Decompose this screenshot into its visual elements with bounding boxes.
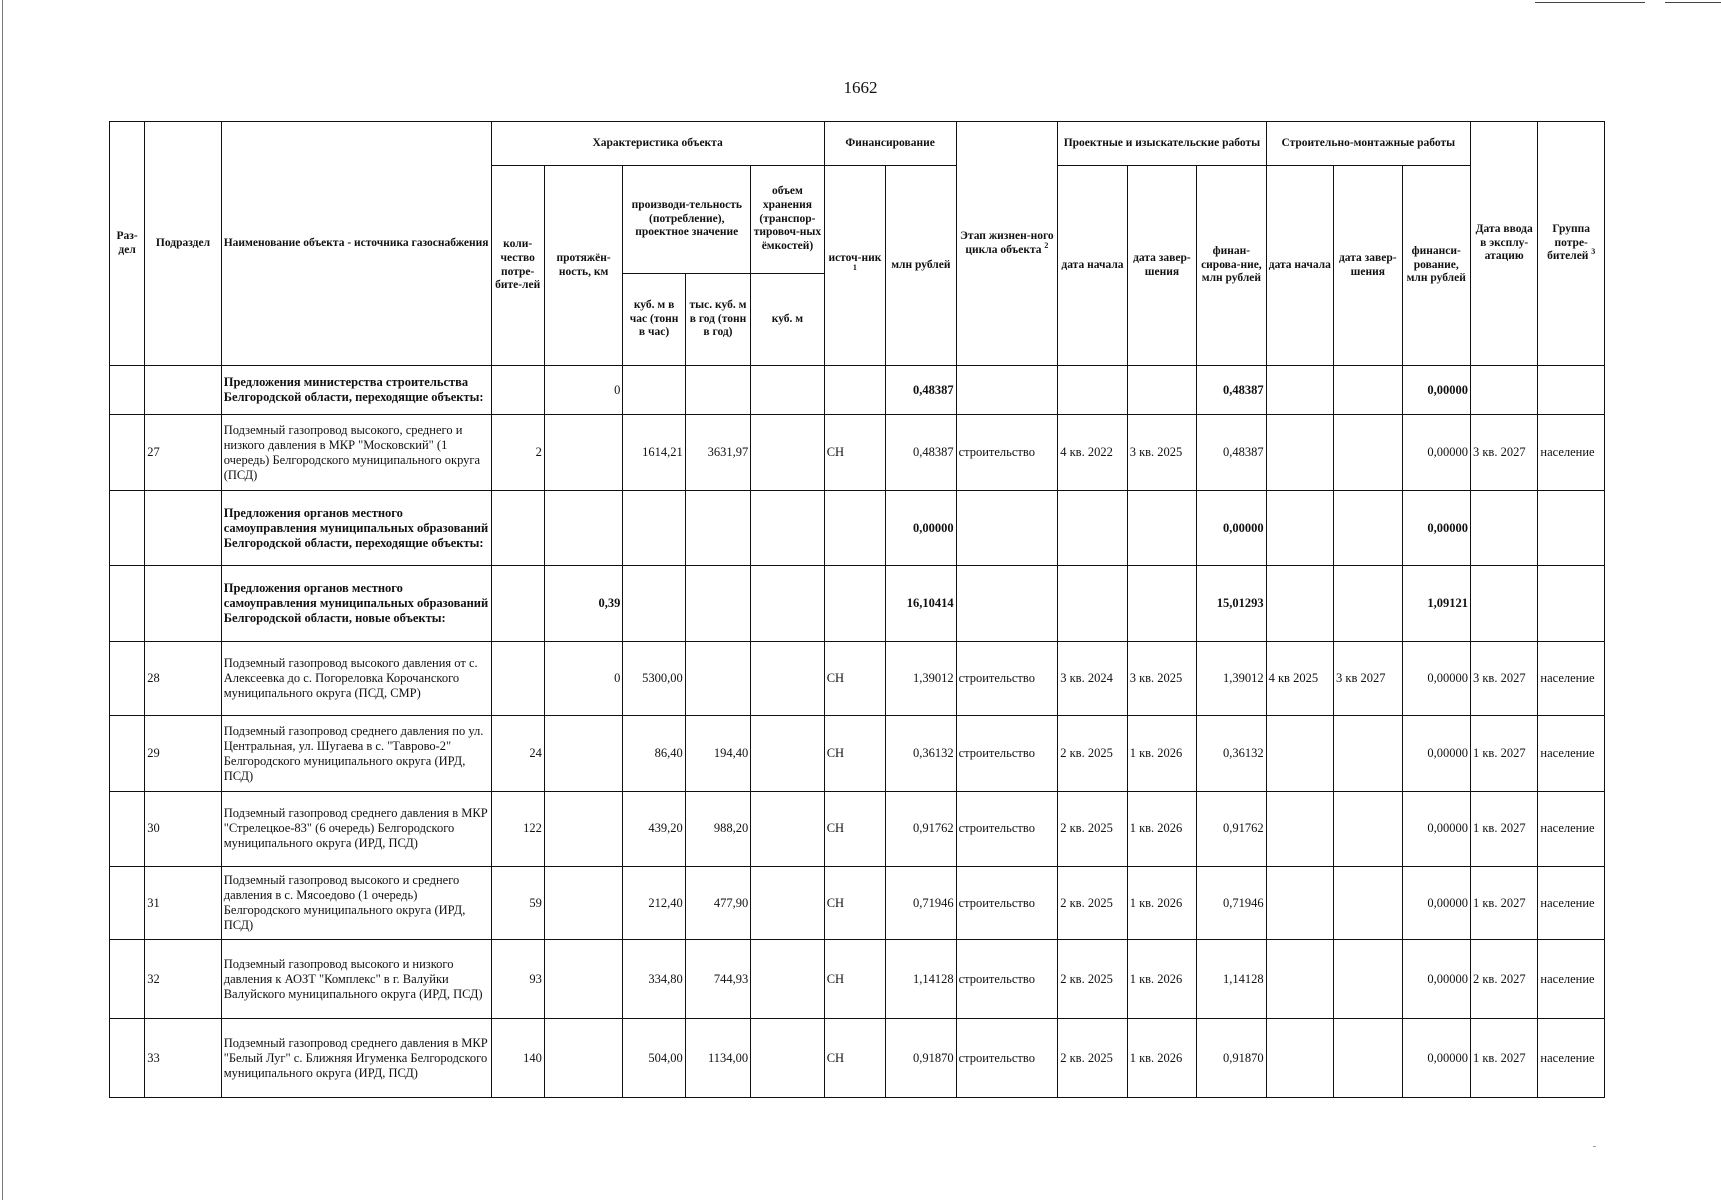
cell-group <box>1538 366 1605 415</box>
gas-supply-table <box>109 121 1605 1098</box>
cell-group: население <box>1538 716 1605 792</box>
cell-commission: 1 кв. 2027 <box>1470 866 1537 940</box>
scan-dot <box>1593 1146 1596 1147</box>
cell-cub-hour <box>623 366 685 415</box>
cell-source: СН <box>824 1019 885 1098</box>
cell-design-fin: 0,48387 <box>1197 366 1266 415</box>
table-row <box>110 415 1605 491</box>
cell-constr-fin: 0,00000 <box>1402 415 1470 491</box>
cell-design-start: 2 кв. 2025 <box>1058 866 1127 940</box>
cell-razdel <box>110 565 145 641</box>
cell-podrazdel: 30 <box>145 792 222 867</box>
table-row <box>110 366 1605 415</box>
header-design-financing: финан-сирова-ние, млн рублей <box>1197 166 1266 366</box>
cell-thous-year <box>685 366 750 415</box>
header-financing: Финансирование <box>824 122 956 166</box>
cell-stage: строительство <box>956 716 1058 792</box>
cell-length <box>544 792 623 867</box>
cell-stage: строительство <box>956 1019 1058 1098</box>
cell-constr-fin: 0,00000 <box>1402 366 1470 415</box>
cell-commission <box>1470 366 1537 415</box>
cell-mln: 0,48387 <box>886 366 956 415</box>
header-name: Наименование объекта - источника газоснабжения <box>221 122 491 366</box>
header-construction-works: Строительно-монтажные работы <box>1266 122 1470 166</box>
cell-design-end <box>1127 366 1196 415</box>
cell-storage <box>751 866 825 940</box>
cell-storage <box>751 366 825 415</box>
cell-cub-hour <box>623 565 685 641</box>
cell-thous-year <box>685 641 750 716</box>
cell-design-end: 1 кв. 2026 <box>1127 866 1196 940</box>
header-storage: объем хранения (транспор-тировоч-ных ёмкостей) <box>751 166 825 274</box>
cell-group <box>1538 491 1605 566</box>
cell-mln: 16,10414 <box>886 565 956 641</box>
cell-constr-end <box>1334 716 1402 792</box>
cell-commission: 1 кв. 2027 <box>1470 716 1537 792</box>
cell-length: 0,39 <box>544 565 623 641</box>
cell-storage <box>751 1019 825 1098</box>
cell-source <box>824 491 885 566</box>
cell-mln: 0,36132 <box>886 716 956 792</box>
cell-thous-year <box>685 491 750 566</box>
cell-constr-end <box>1334 415 1402 491</box>
cell-cub-hour <box>623 491 685 566</box>
cell-stage <box>956 366 1058 415</box>
cell-length: 0 <box>544 641 623 716</box>
cell-constr-fin: 0,00000 <box>1402 866 1470 940</box>
cell-commission: 1 кв. 2027 <box>1470 792 1537 867</box>
cell-design-start: 2 кв. 2025 <box>1058 792 1127 867</box>
cell-source <box>824 565 885 641</box>
cell-stage: строительство <box>956 792 1058 867</box>
cell-thous-year: 194,40 <box>685 716 750 792</box>
cell-group: население <box>1538 641 1605 716</box>
cell-design-end: 1 кв. 2026 <box>1127 716 1196 792</box>
cell-design-start: 2 кв. 2025 <box>1058 716 1127 792</box>
cell-constr-start <box>1266 565 1333 641</box>
cell-razdel <box>110 366 145 415</box>
cell-storage <box>751 940 825 1019</box>
cell-constr-start <box>1266 866 1333 940</box>
cell-constr-start <box>1266 1019 1333 1098</box>
cell-group: население <box>1538 792 1605 867</box>
cell-commission <box>1470 491 1537 566</box>
cell-design-fin: 0,36132 <box>1197 716 1266 792</box>
cell-storage <box>751 491 825 566</box>
cell-source: СН <box>824 716 885 792</box>
cell-design-fin: 0,91870 <box>1197 1019 1266 1098</box>
cell-storage <box>751 792 825 867</box>
cell-razdel <box>110 641 145 716</box>
cell-source <box>824 366 885 415</box>
cell-constr-start <box>1266 491 1333 566</box>
header-thous-per-year: тыс. куб. м в год (тонн в год) <box>685 274 750 366</box>
header-source: источ-ник $^1$ <box>824 166 885 366</box>
cell-thous-year: 1134,00 <box>685 1019 750 1098</box>
cell-name: Подземный газопровод среднего давления по ул. Центральная, ул. Шугаева в с. "Таврово-2" Белгородского муниципального округа (ИРД, ПСД) <box>221 716 491 792</box>
cell-design-end: 3 кв. 2025 <box>1127 415 1196 491</box>
cell-consumers: 122 <box>491 792 544 867</box>
cell-podrazdel <box>145 491 222 566</box>
cell-consumers <box>491 565 544 641</box>
table-row <box>110 866 1605 940</box>
cell-constr-fin: 1,09121 <box>1402 565 1470 641</box>
cell-thous-year: 988,20 <box>685 792 750 867</box>
cell-cub-hour: 439,20 <box>623 792 685 867</box>
cell-constr-fin: 0,00000 <box>1402 716 1470 792</box>
cell-razdel <box>110 1019 145 1098</box>
cell-design-end: 1 кв. 2026 <box>1127 1019 1196 1098</box>
table-row <box>110 792 1605 867</box>
cell-storage <box>751 716 825 792</box>
cell-constr-end <box>1334 940 1402 1019</box>
header-construction-end: дата завер-шения <box>1334 166 1402 366</box>
cell-design-start <box>1058 366 1127 415</box>
cell-length <box>544 415 623 491</box>
cell-constr-end: 3 кв 2027 <box>1334 641 1402 716</box>
table-row <box>110 1019 1605 1098</box>
cell-consumers: 24 <box>491 716 544 792</box>
cell-stage: строительство <box>956 940 1058 1019</box>
cell-podrazdel: 33 <box>145 1019 222 1098</box>
cell-constr-start <box>1266 415 1333 491</box>
cell-thous-year: 477,90 <box>685 866 750 940</box>
cell-mln: 1,14128 <box>886 940 956 1019</box>
cell-commission: 1 кв. 2027 <box>1470 1019 1537 1098</box>
header-cub-m: куб. м <box>751 274 825 366</box>
cell-consumers: 93 <box>491 940 544 1019</box>
cell-constr-end <box>1334 1019 1402 1098</box>
cell-name: Подземный газопровод высокого давления от с. Алексеевка до с. Погореловка Корочанского муниципального округа (ПСД, СМР) <box>221 641 491 716</box>
cell-name: Подземный газопровод высокого и низкого давления к АОЗТ "Комплекс" в г. Валуйки Валуйского муниципального округа (ИРД, ПСД) <box>221 940 491 1019</box>
cell-storage <box>751 415 825 491</box>
cell-razdel <box>110 491 145 566</box>
cell-stage: строительство <box>956 415 1058 491</box>
header-consumer-group: Группа потре-бителей $^3$ <box>1538 122 1605 366</box>
cell-name: Предложения органов местного самоуправления муниципальных образований Белгородской области, новые объекты: <box>221 565 491 641</box>
cell-design-start: 3 кв. 2024 <box>1058 641 1127 716</box>
header-podrazdel: Подраздел <box>145 122 222 366</box>
cell-constr-end <box>1334 565 1402 641</box>
cell-design-end: 1 кв. 2026 <box>1127 940 1196 1019</box>
cell-storage <box>751 641 825 716</box>
cell-source: СН <box>824 792 885 867</box>
scan-corner-line <box>1535 2 1645 3</box>
cell-constr-start <box>1266 716 1333 792</box>
cell-mln: 0,91870 <box>886 1019 956 1098</box>
table-row <box>110 940 1605 1019</box>
header-characteristics: Характеристика объекта <box>491 122 824 166</box>
cell-cub-hour: 5300,00 <box>623 641 685 716</box>
cell-cub-hour: 86,40 <box>623 716 685 792</box>
cell-name: Предложения министерства строительства Белгородской области, переходящие объекты: <box>221 366 491 415</box>
cell-design-start: 4 кв. 2022 <box>1058 415 1127 491</box>
cell-source: СН <box>824 641 885 716</box>
cell-name: Подземный газопровод высокого и среднего давления в с. Мясоедово (1 очередь) Белгородского муниципального округа (ИРД, ПСД) <box>221 866 491 940</box>
cell-constr-end <box>1334 866 1402 940</box>
cell-design-fin: 1,14128 <box>1197 940 1266 1019</box>
header-design-works: Проектные и изыскательские работы <box>1058 122 1266 166</box>
cell-razdel <box>110 415 145 491</box>
cell-constr-start <box>1266 940 1333 1019</box>
header-consumers-count: коли-чество потре-бите-лей <box>491 166 544 366</box>
cell-constr-start <box>1266 792 1333 867</box>
cell-length: 0 <box>544 366 623 415</box>
header-cub-per-hour: куб. м в час (тонн в час) <box>623 274 685 366</box>
cell-constr-fin: 0,00000 <box>1402 491 1470 566</box>
cell-consumers <box>491 641 544 716</box>
header-commission-date: Дата ввода в эксплу-атацию <box>1470 122 1537 366</box>
table-row <box>110 565 1605 641</box>
cell-design-fin: 0,00000 <box>1197 491 1266 566</box>
cell-design-end: 1 кв. 2026 <box>1127 792 1196 867</box>
header-mln-rub: млн рублей <box>886 166 956 366</box>
cell-constr-fin: 0,00000 <box>1402 792 1470 867</box>
cell-mln: 0,91762 <box>886 792 956 867</box>
cell-thous-year: 744,93 <box>685 940 750 1019</box>
cell-design-start <box>1058 491 1127 566</box>
cell-length <box>544 716 623 792</box>
cell-constr-start <box>1266 366 1333 415</box>
cell-podrazdel: 31 <box>145 866 222 940</box>
cell-razdel <box>110 940 145 1019</box>
cell-stage <box>956 491 1058 566</box>
header-construction-financing: финанси-рование, млн рублей <box>1402 166 1470 366</box>
scan-corner-line <box>1665 2 1721 3</box>
cell-group <box>1538 565 1605 641</box>
cell-name: Подземный газопровод среднего давления в МКР "Белый Луг" с. Ближняя Игуменка Белгородского муниципального округа (ИРД, ПСД) <box>221 1019 491 1098</box>
cell-constr-fin: 0,00000 <box>1402 940 1470 1019</box>
cell-source: СН <box>824 940 885 1019</box>
header-stage: Этап жизнен-ного цикла объекта $^2$ <box>956 122 1058 366</box>
cell-consumers: 59 <box>491 866 544 940</box>
cell-consumers: 140 <box>491 1019 544 1098</box>
cell-commission <box>1470 565 1537 641</box>
cell-source: СН <box>824 415 885 491</box>
header-capacity: производи-тельность (потребление), проектное значение <box>623 166 751 274</box>
header-length: протяжён-ность, км <box>544 166 623 366</box>
cell-stage <box>956 565 1058 641</box>
cell-design-start: 2 кв. 2025 <box>1058 940 1127 1019</box>
cell-constr-start: 4 кв 2025 <box>1266 641 1333 716</box>
cell-razdel <box>110 716 145 792</box>
cell-group: население <box>1538 1019 1605 1098</box>
page-number: 1662 <box>843 78 878 97</box>
cell-design-start <box>1058 565 1127 641</box>
cell-length <box>544 1019 623 1098</box>
cell-name: Подземный газопровод высокого, среднего и низкого давления в МКР "Московский" (1 очередь) Белгородского муниципального округа (ПСД) <box>221 415 491 491</box>
cell-mln: 1,39012 <box>886 641 956 716</box>
cell-design-fin: 0,48387 <box>1197 415 1266 491</box>
cell-podrazdel <box>145 565 222 641</box>
cell-design-end: 3 кв. 2025 <box>1127 641 1196 716</box>
cell-cub-hour: 334,80 <box>623 940 685 1019</box>
cell-mln: 0,71946 <box>886 866 956 940</box>
cell-constr-end <box>1334 792 1402 867</box>
cell-cub-hour: 1614,21 <box>623 415 685 491</box>
cell-constr-fin: 0,00000 <box>1402 1019 1470 1098</box>
cell-length <box>544 491 623 566</box>
cell-mln: 0,00000 <box>886 491 956 566</box>
cell-stage: строительство <box>956 641 1058 716</box>
cell-constr-end <box>1334 491 1402 566</box>
cell-podrazdel <box>145 366 222 415</box>
header-design-start: дата начала <box>1058 166 1127 366</box>
cell-podrazdel: 32 <box>145 940 222 1019</box>
cell-design-fin: 0,91762 <box>1197 792 1266 867</box>
cell-cub-hour: 504,00 <box>623 1019 685 1098</box>
cell-design-fin: 1,39012 <box>1197 641 1266 716</box>
cell-razdel <box>110 792 145 867</box>
table-row <box>110 491 1605 566</box>
cell-commission: 3 кв. 2027 <box>1470 415 1537 491</box>
cell-design-end <box>1127 565 1196 641</box>
cell-name: Подземный газопровод среднего давления в МКР "Стрелецкое-83" (6 очередь) Белгородского муниципального округа (ИРД, ПСД) <box>221 792 491 867</box>
cell-razdel <box>110 866 145 940</box>
cell-thous-year: 3631,97 <box>685 415 750 491</box>
header-construction-start: дата начала <box>1266 166 1333 366</box>
cell-consumers <box>491 366 544 415</box>
cell-podrazdel: 29 <box>145 716 222 792</box>
cell-cub-hour: 212,40 <box>623 866 685 940</box>
cell-storage <box>751 565 825 641</box>
cell-design-fin: 15,01293 <box>1197 565 1266 641</box>
cell-length <box>544 866 623 940</box>
cell-group: население <box>1538 415 1605 491</box>
cell-stage: строительство <box>956 866 1058 940</box>
scan-left-edge <box>2 0 3 1200</box>
table-row <box>110 716 1605 792</box>
cell-group: население <box>1538 940 1605 1019</box>
cell-thous-year <box>685 565 750 641</box>
cell-podrazdel: 27 <box>145 415 222 491</box>
cell-group: население <box>1538 866 1605 940</box>
cell-consumers: 2 <box>491 415 544 491</box>
cell-commission: 2 кв. 2027 <box>1470 940 1537 1019</box>
cell-mln: 0,48387 <box>886 415 956 491</box>
cell-name: Предложения органов местного самоуправления муниципальных образований Белгородской области, переходящие объекты: <box>221 491 491 566</box>
table-row <box>110 641 1605 716</box>
cell-design-start: 2 кв. 2025 <box>1058 1019 1127 1098</box>
cell-commission: 3 кв. 2027 <box>1470 641 1537 716</box>
cell-design-end <box>1127 491 1196 566</box>
cell-podrazdel: 28 <box>145 641 222 716</box>
cell-source: СН <box>824 866 885 940</box>
header-design-end: дата завер-шения <box>1127 166 1196 366</box>
cell-length <box>544 940 623 1019</box>
header-razdel: Раз-дел <box>110 122 145 366</box>
cell-constr-fin: 0,00000 <box>1402 641 1470 716</box>
table-header <box>110 122 1605 366</box>
cell-design-fin: 0,71946 <box>1197 866 1266 940</box>
cell-consumers <box>491 491 544 566</box>
table-body <box>110 366 1605 1098</box>
cell-constr-end <box>1334 366 1402 415</box>
